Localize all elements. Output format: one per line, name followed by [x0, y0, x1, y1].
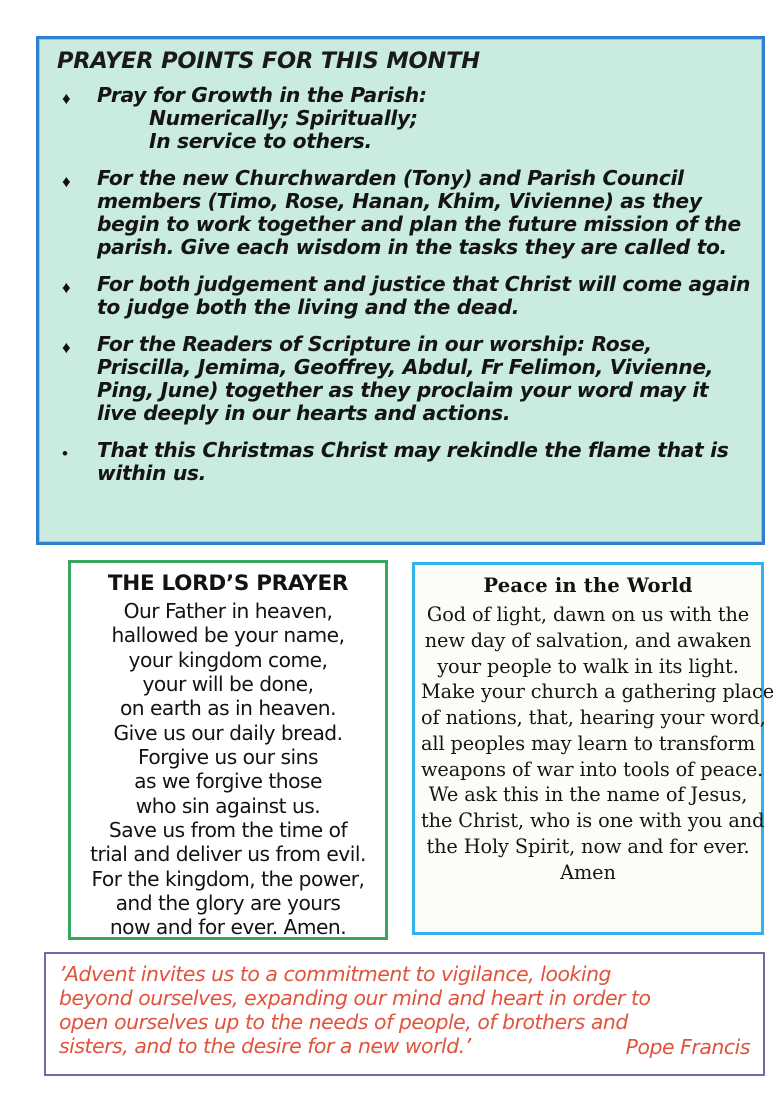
prayer-points-content	[39, 39, 762, 485]
prayer-point-text: For both judgement and justice that Christ will come again to judge both the living and the dead.	[97, 272, 751, 320]
lords-prayer-line: your kingdom come,	[128, 647, 328, 672]
lords-prayer-box	[68, 560, 388, 940]
lords-prayer-line: Forgive us our sins	[138, 745, 318, 770]
prayer-point-item	[51, 439, 752, 485]
peace-prayer-box	[412, 562, 775, 935]
lords-prayer-line: your will be done,	[142, 672, 314, 697]
lords-prayer-line: and the glory are yours	[115, 891, 341, 916]
bullet-icon: •	[62, 444, 68, 464]
lords-prayer-line: For the kingdom, the power,	[91, 866, 365, 891]
prayer-point-text: That this Christmas Christ may rekindle the flame that is within us.	[97, 438, 729, 486]
pope-quote-box	[44, 952, 765, 1076]
prayer-point-item	[51, 167, 752, 259]
lords-prayer-line: hallowed be your name,	[111, 623, 345, 648]
pope-quote-attribution: Pope Francis	[625, 1034, 750, 1059]
prayer-point-item	[51, 273, 752, 319]
prayer-point-text: Pray for Growth in the Parish: Numerically; Spiritually; In service to others.	[97, 84, 752, 153]
pope-quote-line: ’Advent invites us to a commitment to vigilance, looking	[59, 962, 612, 986]
bullet-icon: ♦	[62, 89, 71, 108]
peace-prayer-line: Amen	[560, 860, 616, 884]
peace-prayer-line: We ask this in the name of Jesus,	[428, 783, 748, 807]
pope-quote-line: beyond ourselves, expanding our mind and heart in order to	[59, 985, 651, 1010]
lords-prayer-body	[75, 599, 381, 940]
lords-prayer-line: now and for ever. Amen.	[109, 915, 347, 940]
prayer-point-item	[51, 84, 752, 153]
lords-prayer-line: trial and deliver us from evil.	[90, 842, 366, 867]
lords-prayer-title: THE LORD’S PRAYER	[107, 571, 349, 596]
peace-prayer-line: weapons of war into tools of peace.	[421, 757, 764, 781]
prayer-points-list	[51, 84, 752, 485]
prayer-point-text: For the Readers of Scripture in our worship: Rose, Priscilla, Jemima, Geoffrey, Abdul, Fr Felimon, Vivienne, Ping, June) together as they proclaim your word may it live deeply in our hearts and actions.	[97, 332, 714, 426]
prayer-point-item	[51, 333, 752, 425]
prayer-point-subline: In service to others.	[149, 129, 372, 154]
peace-prayer-line: Make your church a gathering place	[421, 680, 775, 704]
peace-prayer-line: the Holy Spirit, now and for ever.	[426, 834, 750, 858]
prayer-points-panel	[36, 36, 765, 545]
peace-prayer-line: your people to walk in its light.	[437, 654, 739, 678]
peace-prayer-line: of nations, that, hearing your word,	[421, 706, 766, 729]
prayer-point-text: For the new Churchwarden (Tony) and Parish Council members (Timo, Rose, Hanan, Khim, Vivienne) as they begin to work together and plan the future mission of the parish. Give each wisdom in the tasks they are called to.	[97, 166, 741, 260]
prayer-points-title: PRAYER POINTS FOR THIS MONTH	[57, 48, 480, 74]
peace-prayer-line: all peoples may learn to transform	[421, 731, 756, 755]
pope-quote-line: open ourselves up to the needs of people, of brothers and	[59, 1009, 628, 1034]
prayer-point-subline: Numerically; Spiritually;	[149, 106, 418, 131]
bullet-icon: ♦	[62, 172, 71, 192]
lords-prayer-line: Save us from the time of	[108, 818, 348, 843]
lords-prayer-line: as we forgive those	[134, 769, 322, 794]
pope-quote-line: sisters, and to the desire for a new world.’	[59, 1033, 471, 1058]
peace-prayer-line: God of light, dawn on us with the	[426, 603, 750, 626]
bullet-icon: ♦	[62, 278, 71, 298]
peace-prayer-title: Peace in the World	[483, 574, 693, 597]
bullet-icon: ♦	[62, 338, 71, 358]
lords-prayer-line: on earth as in heaven.	[119, 696, 337, 721]
peace-prayer-line: new day of salvation, and awaken	[424, 628, 752, 652]
peace-prayer-body	[421, 602, 775, 885]
lords-prayer-line: who sin against us.	[135, 793, 321, 818]
lords-prayer-line: Give us our daily bread.	[113, 720, 343, 745]
peace-prayer-line: the Christ, who is one with you and	[421, 809, 765, 832]
lords-prayer-line: Our Father in heaven,	[123, 599, 333, 623]
